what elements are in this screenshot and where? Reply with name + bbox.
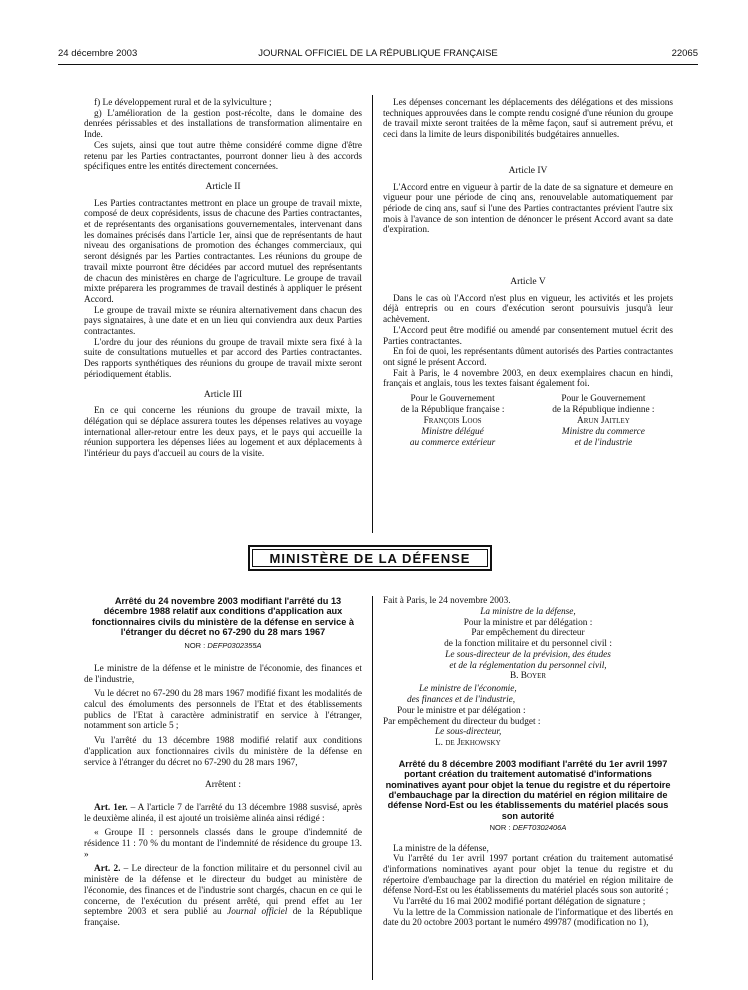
nor-label: NOR : [184,641,206,651]
decree-title: Arrêté du 24 novembre 2003 modifiant l'arrêté du 13 décembre 1988 relatif aux conditions d'application aux fonctionnaires civils du ministère de la défense en service à l'étranger du décret no 67-290 du 28 mars 1967 [92,596,354,637]
column-divider-top [372,95,373,533]
ministry-banner [248,545,492,571]
header-date: 24 décembre 2003 [58,48,138,59]
place-date: Fait à Paris, le 24 novembre 2003. [383,596,511,606]
nor-reference [383,823,673,834]
arretent-heading: Arrêtent : [205,780,241,791]
paragraph: Les Parties contractantes mettront en place un groupe de travail mixte, composé de deux coprésidents, issus de chacune des Parties contractantes, et de représentants des organisations gouvernementales, intervenant dans les domaines précisés dans l'article 1er, ainsi que de représentants de haut niveau des organisations de promotion des échanges commerciaux, qui seront désignés par les Parties contractantes. Les réunions du groupe de travail mixte pourront être décidées par accord mutuel des représentants de chacun des ministères en charge de l'agriculture. Le groupe de travail mixte préparera les programmes de travail destinés à appliquer le présent Accord. [84,198,362,305]
top-left-column [84,98,362,460]
nor-value: DEFT0302406A [512,822,567,832]
paragraph: Les dépenses concernant les déplacements des délégations et des missions techniques approuvées dans le compte rendu cosigné d'une réunion du groupe de travail mixte seront traitées de la même façon, sauf si autrement prévu, et ceci dans la limite de leurs disponibilités budgétaires annuelles. [383,98,673,141]
signature-line: Pour le ministre et par délégation : [397,705,526,716]
signatory-title: au commerce extérieur [409,438,496,449]
paragraph: Fait à Paris, le 4 novembre 2003, en deux exemplaires chacun en hindi, français et anglais, tous les textes faisant également foi. [383,368,673,390]
article-heading: Article II [205,181,241,192]
signatory-name: Arun Jaitley [577,416,630,427]
signatory-name: B. Boyer [509,671,547,682]
nor-label: NOR : [489,822,511,832]
paragraph: Vu la lettre de la Commission nationale de l'informatique et des libertés en date du 20 octobre 2003 portant le numéro 499787 (modification no 1), [383,907,673,929]
paragraph: f) Le développement rural et de la sylviculture ; [94,98,272,108]
signature-line: de la fonction militaire et du personnel civil : [444,639,612,650]
paragraph: Vu le décret no 67-290 du 28 mars 1967 modifié fixant les modalités de calcul des émoluments des personnels de l'Etat et des établissements publics de l'Etat à caractère administratif en service à l'étranger, notamment son article 5 ; [84,689,362,732]
signatory-title: Ministre du commerce [561,427,645,438]
article-label: Art. 1er. [94,802,128,813]
signatures-block [383,394,673,449]
header-page-number: 22065 [671,48,698,59]
paragraph: Le ministre de la défense et le ministre de l'économie, des finances et de l'industrie, [84,663,362,685]
ministry-title: MINISTÈRE DE LA DÉFENSE [252,549,488,567]
article-text: de la République française. [84,907,362,928]
signature-line: Par empêchement du directeur du budget : [383,716,541,727]
signature-line: Le ministre de l'économie, [419,684,517,695]
signature-line: des finances et de l'industrie, [407,695,516,706]
paragraph: g) L'amélioration de la gestion post-récolte, dans le domaine des denrées périssables et des installations de transformation alimentaire en Inde. [84,108,362,141]
article-heading: Article IV [508,165,548,176]
article-text: – Le directeur de la fonction militaire et du personnel civil au ministère de la défense et le directeur du budget au ministère de l'économie, des finances et de l'industrie sont chargés, chacun en ce qui le concerne, de l'exécution du présent arrêté, qui prend effet au 1er septembre 2003 et sera publié au [84,864,362,918]
journal-reference: Journal officiel [227,907,288,918]
top-right-column [383,98,673,449]
nor-value: DEFP0302355A [207,641,262,651]
paragraph: Le groupe de travail mixte se réunira alternativement dans chacun des pays signataires, à une date et en un lieu qui conviendra aux deux Parties contractantes. [84,305,362,338]
signature-line: Par empêchement du directeur [471,628,585,639]
bottom-left-column [84,596,362,929]
signature-line: Pour le Gouvernement [410,394,495,405]
paragraph: Dans le cas où l'Accord n'est plus en vigueur, les activités et les projets déjà entrepris ou en cours d'exécution seront poursuivis jusqu'à leur achèvement. [383,293,673,326]
signature-line: Le sous-directeur, [435,727,502,738]
bottom-right-column [383,596,673,929]
article-heading: Article V [510,277,546,288]
signature-line: de la République indienne : [552,405,655,416]
paragraph: L'ordre du jour des réunions du groupe de travail mixte sera fixé à la suite de consultations mutuelles et par accord des Parties contractantes. Des rapports synthétiques des réunions du groupe de travail mixte seront périodiquement établis. [84,337,362,380]
signature-line: Pour le Gouvernement [561,394,646,405]
signature-line: La ministre de la défense, [480,606,576,617]
signature-line: Le sous-directeur de la prévision, des études [445,649,611,660]
column-divider-bottom [372,596,373,980]
quote-paragraph: « Groupe II : personnels classés dans le groupe d'indemnité de résidence 11 : 70 % du montant de l'indemnité de résidence du groupe 13. » [84,828,362,860]
decree-title: Arrêté du 8 décembre 2003 modifiant l'arrêté du 1er avril 1997 portant création du traitement automatisé d'informations nominatives ayant pour objet la tenue du registre et du répertoire d'embauchage par la direction du matériel en région militaire de défense Nord-Est ou les établissements du matériel placés sous son autorité [385,759,671,821]
signature-line: et de la réglementation du personnel civil, [449,660,607,671]
signature-block-defense [383,607,673,683]
article-heading: Article III [203,389,243,400]
paragraph: En ce qui concerne les réunions du groupe de travail mixte, la délégation qui se déplace assurera toutes les dépenses relatives au voyage international aller-retour entre les deux pays, et le pays qui accueille la réunion supportera les dépenses liées au logement et aux déplacements à l'intérieur du pays d'accueil au cours de la visite. [84,406,362,460]
signature-india [534,394,673,449]
paragraph: Vu l'arrêté du 16 mai 2002 modifié portant délégation de signature ; [393,897,646,908]
paragraph: Vu l'arrêté du 13 décembre 1988 modifié relatif aux conditions d'application aux fonctionnaires civils du ministère de la défense en service à l'étranger du décret no 67-290 du 28 mars 1967, [84,736,362,768]
article-paragraph [84,803,362,824]
signatory-name: François Loos [423,416,482,427]
article-label: Art. 2. [94,864,121,875]
header-journal-title: JOURNAL OFFICIEL DE LA RÉPUBLIQUE FRANÇAISE [258,48,498,59]
paragraph: En foi de quoi, les représentants dûment autorisés des Parties contractantes ont signé le présent Accord. [383,347,673,368]
paragraph: Vu l'arrêté du 1er avril 1997 portant création du traitement automatisé d'informations nominatives ayant pour objet la tenue du registre et du répertoire d'embauchage par la direction du matériel en région militaire de défense Nord-Est ou les établissements du matériel placés sous son autorité ; [383,854,673,897]
page-header [58,48,698,62]
paragraph: L'Accord peut être modifié ou amendé par consentement mutuel écrit des Parties contractantes. [383,325,673,347]
paragraph: L'Accord entre en vigueur à partir de la date de sa signature et demeure en vigueur pour une période de cinq ans, renouvelable automatiquement par période de cinq ans, sauf si l'une des Parties contractantes prévient l'autre six mois à l'avance de son intention de dénoncer le présent Accord avant sa date d'expiration. [383,182,673,236]
header-rule [58,64,698,65]
signature-line: Pour la ministre et par délégation : [463,617,593,628]
paragraph: Ces sujets, ainsi que tout autre thème considéré comme digne d'être retenu par les Parties contractantes, pourront donner lieu à des accords spécifiques entre les entités directement concernées. [84,140,362,173]
signatory-title: Ministre délégué [421,427,484,438]
nor-reference [84,641,362,652]
signatory-title: et de l'industrie [574,438,633,449]
article-paragraph [84,864,362,928]
article-text: – A l'article 7 de l'arrêté du 13 décembre 1988 susvisé, après le deuxième alinéa, il est ajouté un troisième alinéa ainsi rédigé : [84,802,362,824]
signature-line: de la République française : [400,405,505,416]
signature-france [383,394,522,449]
signatory-name: L. de Jekhowsky [435,738,501,749]
paragraph: La ministre de la défense, [393,843,489,854]
signature-block-economy [383,684,673,749]
